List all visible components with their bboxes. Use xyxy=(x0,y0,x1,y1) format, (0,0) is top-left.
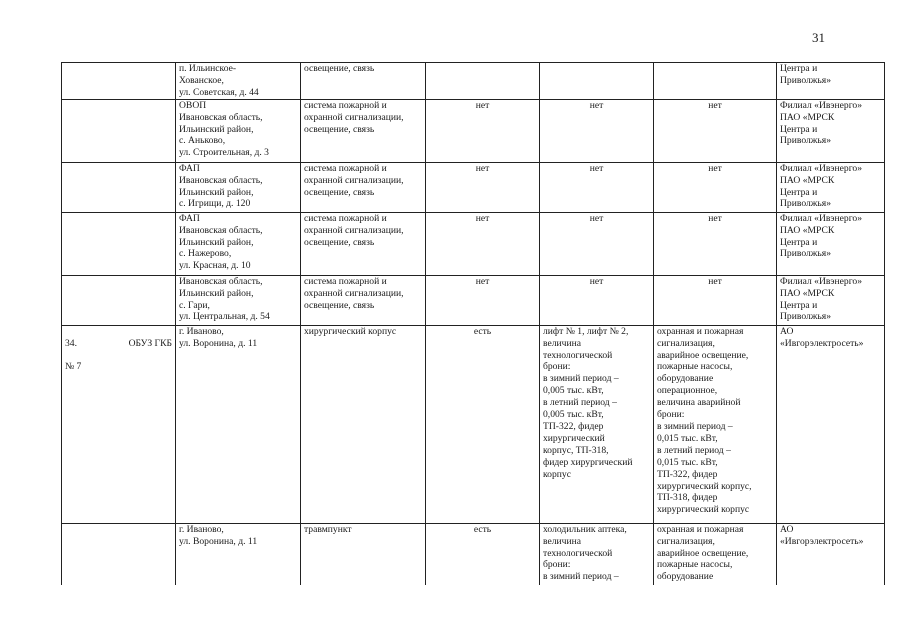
address-cell: ОВОП Ивановская область, Ильинский район, с. Аньково, ул. Строительная, д. 3 xyxy=(176,99,301,162)
number-cell xyxy=(62,523,176,585)
reserve-cell: есть xyxy=(426,523,540,585)
reserve-cell: есть xyxy=(426,325,540,523)
number-cell xyxy=(62,325,176,523)
reserve-cell: нет xyxy=(426,99,540,162)
emergency-reserve-cell xyxy=(654,63,777,100)
emergency-reserve-cell: нет xyxy=(654,162,777,212)
reserve-cell: нет xyxy=(426,275,540,325)
number-cell xyxy=(62,212,176,275)
facility-cell: система пожарной и охранной сигнализации, освещение, связь xyxy=(301,275,426,325)
organization-name: ОБУЗ ГКБ xyxy=(128,337,172,349)
number-cell xyxy=(62,162,176,212)
tech-reserve-cell xyxy=(540,63,654,100)
network-cell: Филиал «Ивэнерго» ПАО «МРСК Центра и Приволжья» xyxy=(777,275,885,325)
reserve-cell xyxy=(426,63,540,100)
table-row xyxy=(62,275,885,325)
tech-reserve-cell: холодильник аптека, величина технологической брони: в зимний период – xyxy=(540,523,654,585)
address-cell: ФАП Ивановская область, Ильинский район, с. Игрищи, д. 120 xyxy=(176,162,301,212)
number-cell xyxy=(62,99,176,162)
facility-cell: система пожарной и охранной сигнализации, освещение, связь xyxy=(301,162,426,212)
address-cell: Ивановская область, Ильинский район, с. Гари, ул. Центральная, д. 54 xyxy=(176,275,301,325)
emergency-reserve-cell: нет xyxy=(654,212,777,275)
facility-cell: травмпункт xyxy=(301,523,426,585)
tech-reserve-cell: нет xyxy=(540,212,654,275)
network-cell: АО «Ивгорэлектросеть» xyxy=(777,523,885,585)
tech-reserve-cell: нет xyxy=(540,275,654,325)
item-number: 34. xyxy=(65,337,77,349)
table-row xyxy=(62,162,885,212)
table-row xyxy=(62,325,885,523)
number-cell xyxy=(62,275,176,325)
page-number: 31 xyxy=(812,30,825,45)
emergency-reserve-cell: охранная и пожарная сигнализация, аварийное освещение, пожарные насосы, оборудование xyxy=(654,523,777,585)
tech-reserve-cell: нет xyxy=(540,162,654,212)
number-cell xyxy=(62,63,176,100)
table-row xyxy=(62,212,885,275)
organization-number: № 7 xyxy=(65,361,82,373)
address-cell: г. Иваново, ул. Воронина, д. 11 xyxy=(176,523,301,585)
table-row xyxy=(62,63,885,100)
network-cell: Филиал «Ивэнерго» ПАО «МРСК Центра и Приволжья» xyxy=(777,99,885,162)
reserve-cell: нет xyxy=(426,212,540,275)
tech-reserve-cell: лифт № 1, лифт № 2, величина технологической брони: в зимний период – 0,005 тыс. кВт, в летний период – 0,005 тыс. кВт, ТП-322, фидер хирургический корпус, ТП-318, фидер хирургический корпус xyxy=(540,325,654,523)
facility-cell: система пожарной и охранной сигнализации, освещение, связь xyxy=(301,99,426,162)
address-cell: г. Иваново, ул. Воронина, д. 11 xyxy=(176,325,301,523)
reserve-cell: нет xyxy=(426,162,540,212)
facilities-table xyxy=(61,62,885,585)
table-row xyxy=(62,99,885,162)
table-row xyxy=(62,523,885,585)
network-cell: Филиал «Ивэнерго» ПАО «МРСК Центра и Приволжья» xyxy=(777,162,885,212)
emergency-reserve-cell: нет xyxy=(654,275,777,325)
address-cell: ФАП Ивановская область, Ильинский район, с. Нажерово, ул. Красная, д. 10 xyxy=(176,212,301,275)
network-cell: Филиал «Ивэнерго» ПАО «МРСК Центра и Приволжья» xyxy=(777,212,885,275)
number-line xyxy=(65,338,172,350)
facility-cell: система пожарной и охранной сигнализации, освещение, связь xyxy=(301,212,426,275)
facility-cell: освещение, связь xyxy=(301,63,426,100)
emergency-reserve-cell: охранная и пожарная сигнализация, аварийное освещение, пожарные насосы, оборудование операционное, величина аварийной брони: в зимний период – 0,015 тыс. кВт, в летний период – 0,015 тыс. кВт, ТП-322, фидер хирургический корпус, ТП-318, фидер хирургический корпус xyxy=(654,325,777,523)
network-cell: Центра и Приволжья» xyxy=(777,63,885,100)
tech-reserve-cell: нет xyxy=(540,99,654,162)
emergency-reserve-cell: нет xyxy=(654,99,777,162)
facility-cell: хирургический корпус xyxy=(301,325,426,523)
address-cell: п. Ильинское- Хованское, ул. Советская, д. 44 xyxy=(176,63,301,100)
network-cell: АО «Ивгорэлектросеть» xyxy=(777,325,885,523)
